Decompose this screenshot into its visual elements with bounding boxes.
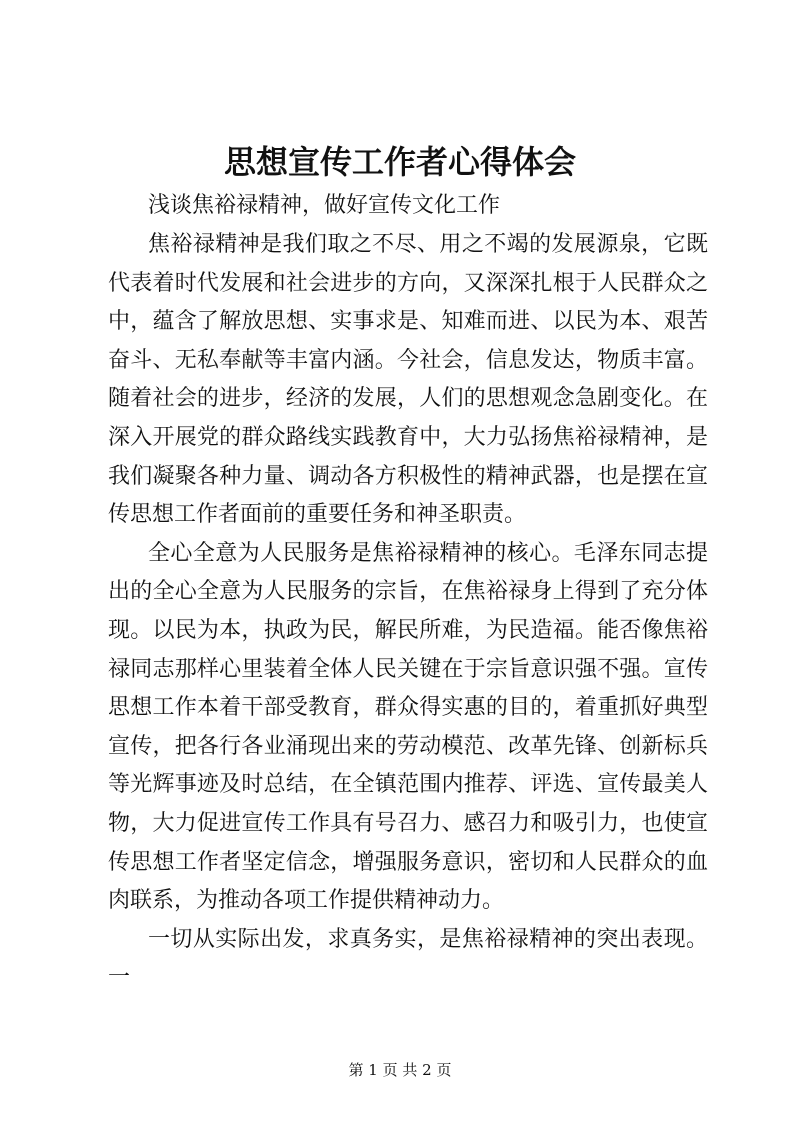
page-footer: 第 1 页 共 2 页 xyxy=(348,1061,452,1079)
paragraph-2: 全心全意为人民服务是焦裕禄精神的核心。毛泽东同志提出的全心全意为人民服务的宗旨，在焦裕禄身上得到了充分体现。以民为本，执政为民，解民所难，为民造福。能否像焦裕禄同志那样心里装着全体人民关键在于宗旨意识强不强。宣传思想工作本着干部受教育，群众得实惠的目的，着重抓好典型宣传，把各行各业涌现出来的劳动模范、改革先锋、创新标兵等光辉事迹及时总结，在全镇范围内推荐、评选、宣传最美人物，大力促进宣传工作具有号召力、感召力和吸引力，也使宣传思想工作者坚定信念，增强服务意识，密切和人民群众的血肉联系，为推动各项工作提供精神动力。 xyxy=(108,540,708,914)
paragraph-3: 一切从实际出发，求真务实，是焦裕禄精神的突出表现。一 xyxy=(108,926,708,991)
document-title: 思想宣传工作者心得体会 xyxy=(223,143,576,181)
paragraph-1: 焦裕禄精神是我们取之不尽、用之不竭的发展源泉，它既代表着时代发展和社会进步的方向，又深深扎根于人民群众之中，蕴含了解放思想、实事求是、知难而进、以民为本、艰苦奋斗、无私奉献等丰富内涵。今社会，信息发达，物质丰富。随着社会的进步，经济的发展，人们的思想观念急剧变化。在深入开展党的群众路线实践教育中，大力弘扬焦裕禄精神，是我们凝聚各种力量、调动各方积极性的精神武器，也是摆在宣传思想工作者面前的重要任务和神圣职责。 xyxy=(108,232,708,528)
document-body xyxy=(108,226,708,998)
document-subtitle: 浅谈焦裕禄精神，做好宣传文化工作 xyxy=(148,193,501,218)
